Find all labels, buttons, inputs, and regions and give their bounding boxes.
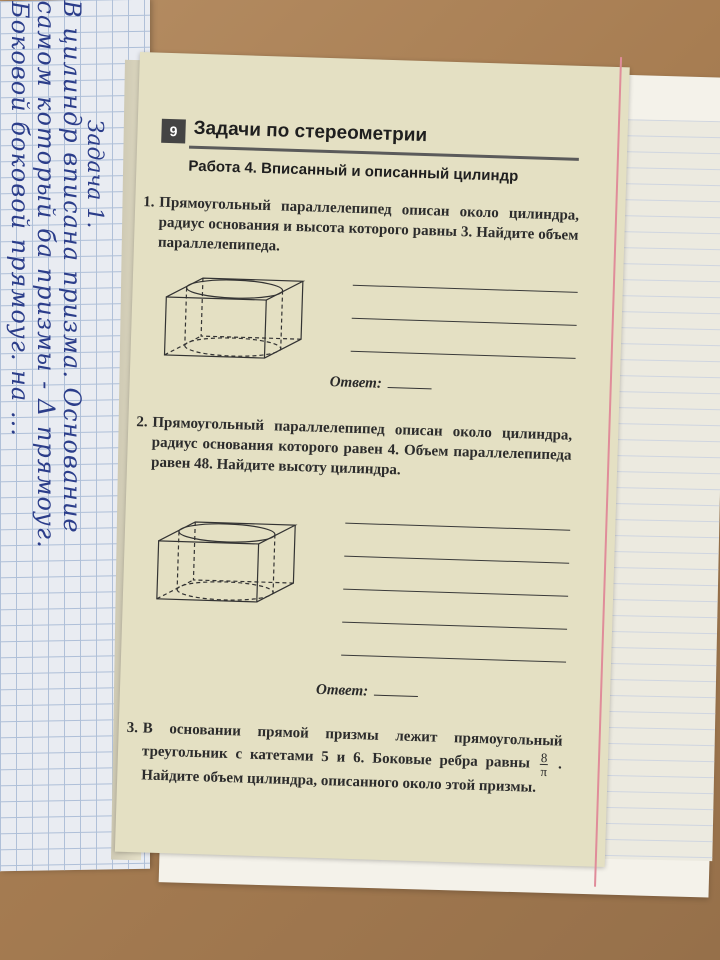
handwriting-heading: Задача 1. — [82, 119, 107, 229]
answer-label: Ответ: — [329, 374, 383, 392]
fraction-denominator: π — [540, 763, 548, 780]
answer-lines-2[interactable] — [340, 523, 570, 695]
handwriting-column-1: Боковой боковой прямоуг. на ... — [6, 0, 34, 437]
task-text: Прямоугольный параллелепипед описан около цилиндра, радиус основания которого равен 4. Объем параллелепипеда равен 48. Найдите высоту цилиндра. — [150, 414, 573, 479]
task-2 — [136, 413, 573, 486]
chapter-number: 9 — [161, 119, 186, 144]
handwriting-column-2: самом который ба призмы - Δ прямоуг. — [32, 0, 60, 549]
answer-field-1[interactable] — [329, 374, 432, 394]
task-text: Прямоугольный параллелепипед описан около цилиндра, радиус основания и высота которого равны 3. Найдите объем параллелепипеда. — [157, 194, 580, 255]
cuboid-with-cylinder-figure — [160, 269, 313, 364]
task-3 — [126, 718, 563, 798]
chapter-title: Задачи по стереометрии — [193, 117, 428, 147]
cuboid-with-cylinder-figure — [153, 513, 306, 608]
task-number: 2. — [136, 414, 148, 431]
task-text-before: В основании прямой призмы лежит прямоугольный треугольник с катетами 5 и 6. Боковые ребра равны — [141, 720, 563, 772]
task-1 — [143, 193, 580, 266]
workbook-page — [115, 52, 630, 867]
fraction-numerator: 8 — [540, 749, 548, 766]
handwriting-column-3: В цилиндр вписана призма. Основание — [58, 0, 86, 534]
task-number: 3. — [126, 719, 139, 737]
fraction — [539, 751, 548, 778]
task-text-after: . Найдите объем цилиндра, описанного около этой призмы. — [141, 756, 563, 796]
task-number: 1. — [143, 194, 155, 211]
answer-label: Ответ: — [315, 681, 369, 700]
answer-field-2[interactable] — [316, 682, 419, 702]
work-title: Работа 4. Вписанный и описанный цилиндр — [188, 157, 519, 185]
